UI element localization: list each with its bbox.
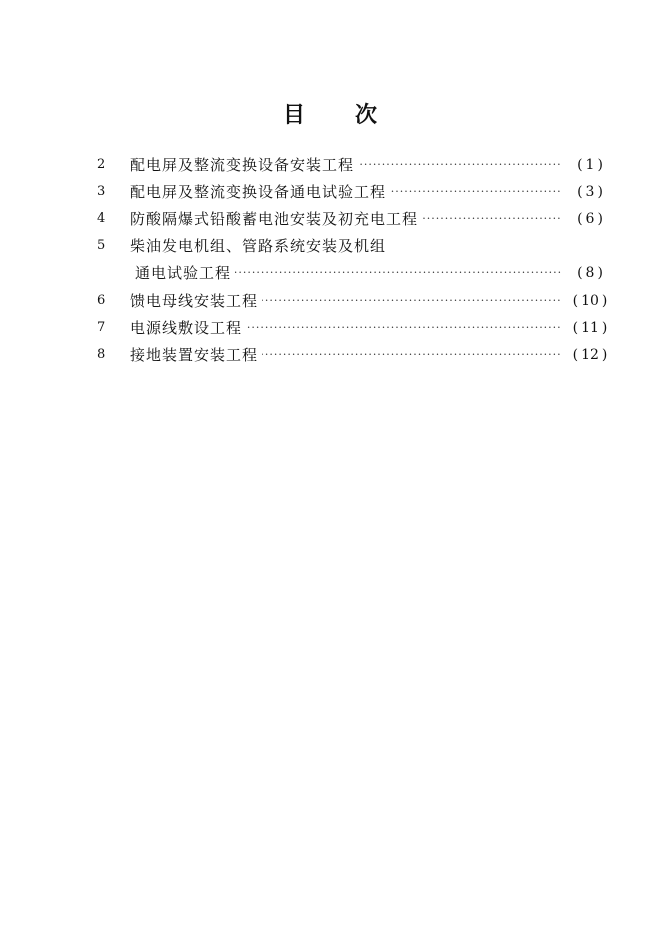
toc-entry-number: 5	[97, 238, 106, 253]
toc-entry-number: 6	[97, 293, 106, 308]
toc-entry-number: 8	[97, 347, 106, 362]
toc-entry-page: ( 10 )	[563, 289, 617, 313]
toc-entry-title: 接地装置安装工程	[130, 343, 262, 367]
toc-entry-title-continuation: 通电试验工程	[135, 261, 235, 285]
toc-entry-title: 馈电母线安装工程	[130, 289, 262, 313]
toc-entry-page: ( 8 )	[563, 261, 617, 285]
toc-entry[interactable]	[97, 153, 617, 177]
toc-entry-title: 防酸隔爆式铅酸蓄电池安装及初充电工程	[130, 207, 422, 231]
toc-entry-page: ( 1 )	[563, 153, 617, 177]
toc-entry-title: 电源线敷设工程	[130, 316, 246, 340]
toc-entry-title: 配电屏及整流变换设备通电试验工程	[130, 180, 390, 204]
toc-entry[interactable]	[97, 234, 617, 258]
toc-entry[interactable]	[97, 343, 617, 367]
toc-entry-number: 2	[97, 157, 106, 172]
toc-entry-continuation[interactable]	[97, 261, 617, 285]
toc-entry-page: ( 11 )	[563, 316, 617, 340]
toc-entry-page: ( 3 )	[563, 180, 617, 204]
toc-entry[interactable]	[97, 180, 617, 204]
toc-entry-number: 7	[97, 320, 106, 335]
toc-entry[interactable]	[97, 316, 617, 340]
toc-entry-number: 3	[97, 184, 106, 199]
toc-entry-page: ( 12 )	[563, 343, 617, 367]
toc-entry-title: 柴油发电机组、管路系统安装及机组	[130, 234, 390, 258]
toc-entry[interactable]	[97, 289, 617, 313]
toc-entry-title: 配电屏及整流变换设备安装工程	[130, 153, 358, 177]
page-title	[0, 98, 662, 129]
toc-entry[interactable]	[97, 207, 617, 231]
title-char-1: 目	[282, 102, 307, 128]
title-char-2: 次	[355, 102, 380, 128]
toc-entry-number: 4	[97, 211, 106, 226]
toc-entry-page: ( 6 )	[563, 207, 617, 231]
